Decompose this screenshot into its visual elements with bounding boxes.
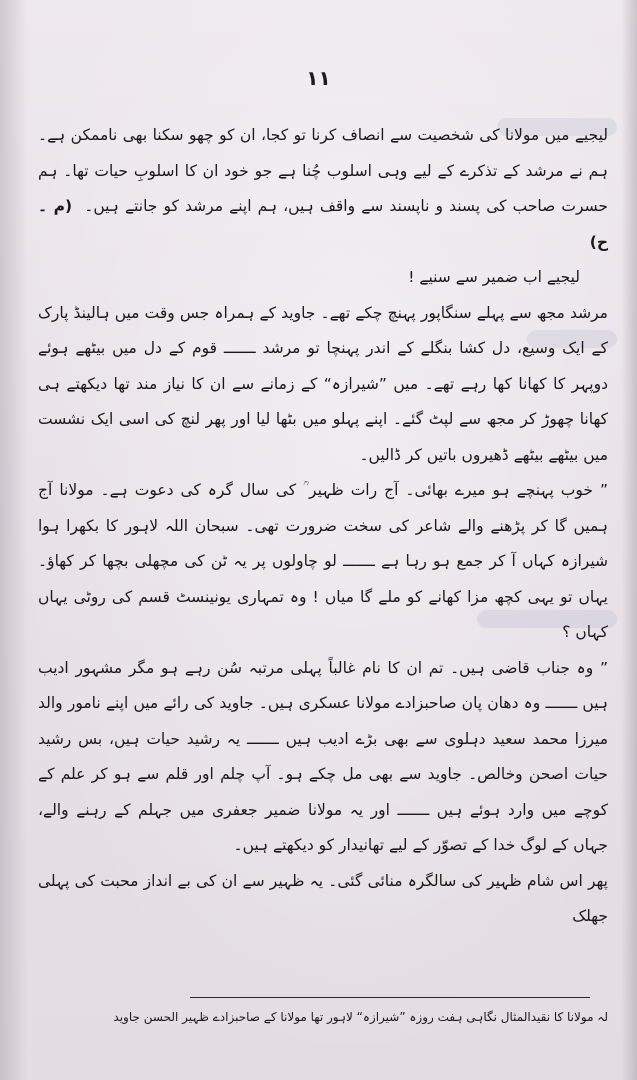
paragraph-quote-introductions: ” وہ جناب قاضی ہیں۔ تم ان کا نام غالباً پہلی مرتبہ سُن رہے ہو مگر مشہور ادیب ہیں ـــــــ وہ دھان پان صاحبزادے مولانا عسکری ہیں۔ جاوید کی رائے میں اپنے نامور والد میرزا محمد سعید دہلوی سے بھی بڑے ادیب ہیں ـــــــ یہ رشید حیات ہیں، بس رشید حیات اصحن وخالص۔ جاوید سے بھی مل چکے ہو۔ آپ چلم اور قلم سے ہو کر علم کے کوچے میں وارد ہوئے ہیں ـــــــ اور یہ مولانا ضمیر جعفری میں جہلم کے رہنے والے، جہاں کے لوگ خدا کے تصوّر کے لیے تھانیدار کو دیکھتے ہیں۔ (38, 658, 608, 854)
paragraph-text: لیجیے میں مولانا کی شخصیت سے انصاف کرنا تو کجا، ان کو چھو سکنا بھی ناممکن ہے۔ ہم نے مرشد کے تذکرے کے لیے وہی اسلوب چُنا ہے جو خود ان کا اسلوبِ حیات تھا۔ ہم حسرت صاحب کی پسند و ناپسند سے واقف ہیں، ہم اپنے مرشد کو جانتے ہیں۔ (38, 126, 608, 215)
paragraph-lead-in: لیجیے اب ضمیر سے سنیے ! (408, 268, 580, 286)
footnote-divider (190, 997, 590, 998)
page-number: ۱۱ (306, 66, 331, 90)
body-text (38, 118, 608, 935)
author-initials: (م ۔ ح) (38, 197, 608, 251)
footnote: لہ مولانا کا نقیدالمثال نگاہی ہفت روزہ ”شیرازہ“ لاہور تھا مولانا کے صاحبزادے ظہیر الحسن جاوید (113, 1010, 608, 1024)
paragraph-birthday: پھر اس شام ظہیر کی سالگرہ منائی گئی۔ یہ ظہیر سے ان کی بے انداز محبت کی پہلی جھلک (38, 871, 608, 925)
paragraph-quote-welcome: ” خوب پہنچے ہو میرے بھائی۔ آج رات ظہیر ؒ کی سال گرہ کی دعوت ہے۔ مولانا آج ہمیں گا کر پڑھنے والے شاعر کی سخت ضرورت تھی۔ سبحان اللہ لاہور کا بکھرا ہوا شیرازہ کہاں آ کر جمع ہو رہا ہے ـــــــ لو چاولوں پر یہ ٹن کی مچھلی بچھا کر کھاؤ۔ یہاں تو یہی کچھ مزا کھانے کو ملے گا میاں ! وہ تمہاری یونینسٹ قسم کی روٹی یہاں کہاں ؟ (38, 481, 608, 641)
paragraph-arrival: مرشد مجھ سے پہلے سنگاپور پہنچ چکے تھے۔ جاوید کے ہمراہ جس وقت میں ہالینڈ پارک کے ایک وسیع، دل کشا بنگلے کے اندر پہنچا تو مرشد ـــــــ قوم کے دل میں بیٹھے ہوئے دوپہر کا کھانا کھا رہے تھے۔ میں ”شیرازہ“ کے زمانے سے ان کا نیاز مند تھا دیکھتے ہی کھانا چھوڑ کر مجھ سے لپٹ گئے۔ اپنے پہلو میں بٹھا لیا اور پھر لنچ کی اسی ایک نشست میں بیٹھے بیٹھے ڈھیروں باتیں کر ڈالیں۔ (38, 303, 608, 464)
paragraph-intro (38, 118, 608, 260)
